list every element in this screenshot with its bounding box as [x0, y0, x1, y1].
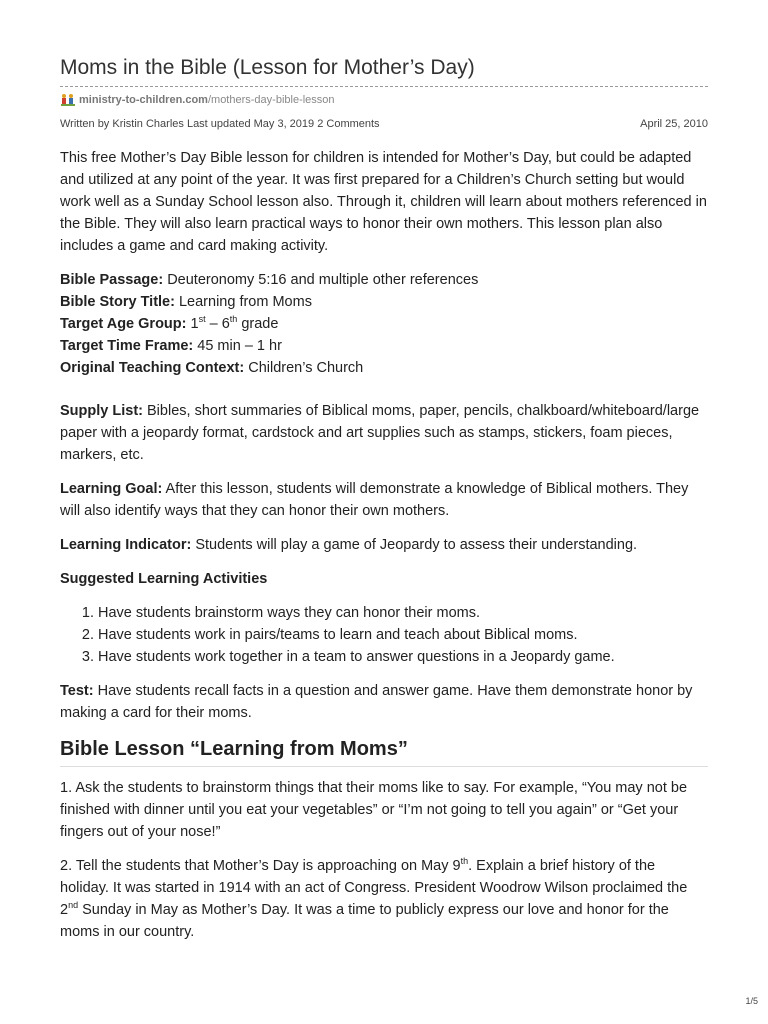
title-divider	[60, 86, 708, 87]
field-label: Learning Goal:	[60, 481, 163, 497]
section-label: Suggested Learning Activities	[60, 571, 268, 587]
field-label: Target Time Frame:	[60, 338, 194, 354]
paragraph-text: Sunday in May as Mother’s Day. It was a time to publicly express our love and honor for the moms in our country.	[60, 902, 669, 940]
superscript: th	[229, 314, 238, 325]
field-label: Test:	[60, 683, 94, 699]
test-paragraph	[60, 680, 708, 724]
field-value: Students will play a game of Jeopardy to assess their understanding.	[191, 537, 638, 553]
publish-date: April 25, 2010	[640, 118, 708, 130]
list-item: 1. Have students brainstorm ways they can honor their moms.	[98, 602, 708, 624]
field-value: Bibles, short summaries of Biblical moms, paper, pencils, chalkboard/whiteboard/large paper with a jeopardy format, cardstock and art supplies such as stamps, stickers, foam pieces, markers, etc.	[60, 403, 700, 463]
field-value: After this lesson, students will demonstrate a knowledge of Biblical mothers. They will also identify ways that they can honor their own mothers.	[60, 481, 689, 519]
field-label: Learning Indicator:	[60, 537, 192, 553]
intro-paragraph: This free Mother’s Day Bible lesson for children is intended for Mother’s Day, but could be adapted and utilized at any point of the year. It was first prepared for a Children’s Church setting but would work well as a Sunday School lesson also. Through it, children will learn about mothers referenced in the Bible. They will also learn practical ways to honor their own mothers. This lesson plan also includes a game and card making activity.	[60, 150, 707, 254]
paragraph-text: . Explain a brief history of the holiday. It was started in 1914 with an act of Congress. President Woodrow Wilson proclaimed the 2	[60, 858, 688, 918]
superscript: th	[460, 856, 469, 867]
article-meta	[60, 118, 708, 130]
activities-heading	[60, 568, 708, 590]
page-number: 1/5	[745, 996, 758, 1006]
field-value: Have students recall facts in a question and answer game. Have them demonstrate honor by making a card for their moms.	[60, 683, 693, 721]
field-label: Original Teaching Context:	[60, 360, 245, 376]
paragraph-text: 2. Tell the students that Mother’s Day is approaching on May 9	[60, 858, 461, 874]
supply-list	[60, 400, 708, 466]
lesson-fields	[60, 269, 708, 379]
field-label: Bible Story Title:	[60, 294, 175, 310]
field-passage	[60, 269, 708, 291]
field-time-frame	[60, 335, 708, 357]
list-item: 3. Have students work together in a team to answer questions in a Jeopardy game.	[98, 646, 708, 668]
learning-goal	[60, 478, 708, 522]
lesson-step-2	[60, 855, 708, 943]
field-value: Deuteronomy 5:16 and multiple other references	[163, 272, 479, 288]
site-logo-icon	[60, 93, 76, 107]
field-value: Children’s Church	[244, 360, 364, 376]
source-line	[60, 93, 335, 107]
field-label: Bible Passage:	[60, 272, 164, 288]
superscript: nd	[68, 900, 79, 911]
lesson-heading: Bible Lesson “Learning from Moms”	[60, 738, 708, 767]
superscript: st	[198, 314, 206, 325]
learning-indicator	[60, 534, 708, 556]
list-item: 2. Have students work in pairs/teams to learn and teach about Biblical moms.	[98, 624, 708, 646]
byline: Written by Kristin Charles Last updated May 3, 2019 2 Comments	[60, 118, 380, 130]
field-story-title	[60, 291, 708, 313]
field-value: grade	[237, 316, 279, 332]
field-value: 45 min – 1 hr	[193, 338, 282, 354]
field-age-group	[60, 313, 708, 335]
field-value: – 6	[205, 316, 230, 332]
activities-list	[60, 602, 708, 668]
article-title: Moms in the Bible (Lesson for Mother’s Day)	[60, 56, 475, 79]
article-body	[60, 147, 708, 955]
source-domain[interactable]: ministry-to-children.com	[79, 94, 208, 106]
source-path[interactable]: /mothers-day-bible-lesson	[207, 94, 335, 106]
field-context	[60, 357, 708, 379]
lesson-step-1: 1. Ask the students to brainstorm things that their moms like to say. For example, “You may not be finished with dinner until you eat your vegetables” or “I’m not going to tell you again” or “Get your fingers out of your nose!”	[60, 780, 688, 840]
field-value: Learning from Moms	[174, 294, 312, 310]
field-label: Supply List:	[60, 403, 143, 419]
field-label: Target Age Group:	[60, 316, 187, 332]
field-value: 1	[186, 316, 199, 332]
